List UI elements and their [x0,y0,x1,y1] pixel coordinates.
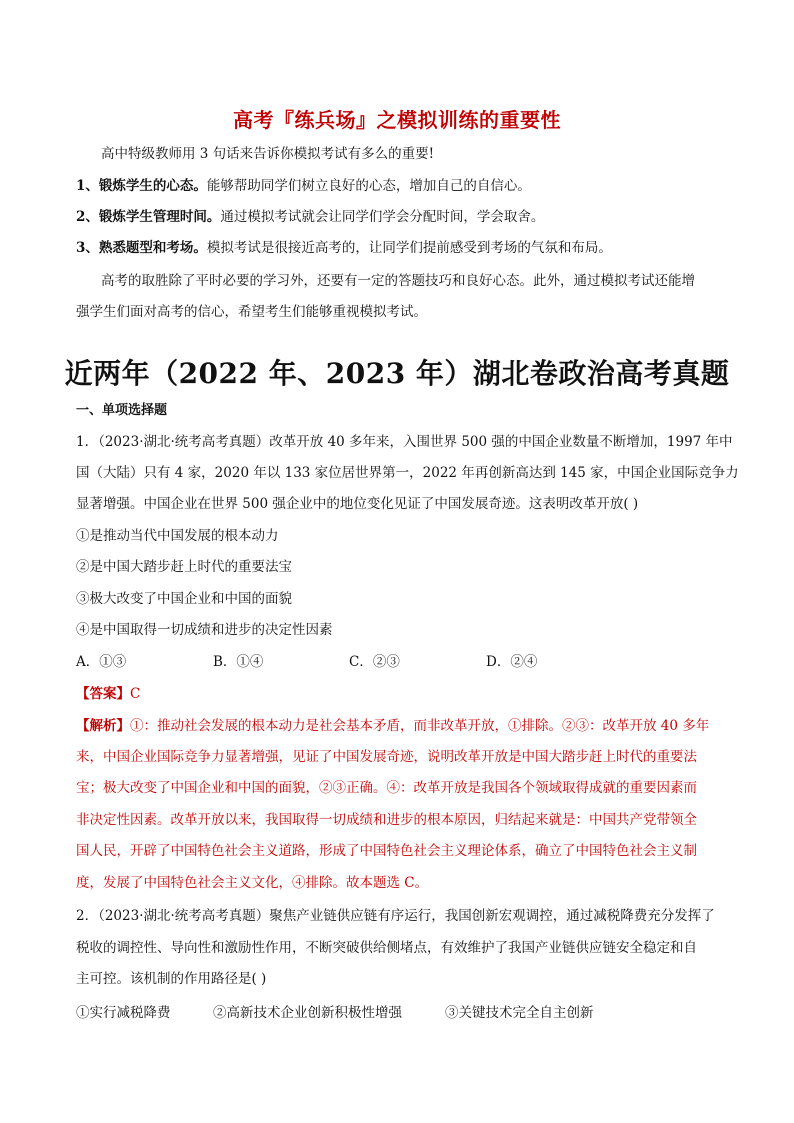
analysis-line: 宝；极大改变了中国企业和中国的面貌，②③正确。④：改革开放是我国各个领域取得成就的重要因素而 [76,780,697,796]
main-title: 近两年（2022 年、2023 年）湖北卷政治高考真题 [64,357,730,390]
option-c: C．②③ [349,654,400,670]
tip-number: 1、 [76,178,99,194]
statement-item: ①实行减税降费 [76,1005,171,1021]
section-heading: 一、单项选择题 [76,403,168,418]
analysis-line [76,716,726,736]
statement-item: ①是推动当代中国发展的根本动力 [76,528,279,544]
tip-text: 能够帮助同学们树立良好的心态，增加自己的自信心。 [206,178,531,194]
answer-line [76,684,140,704]
statement-item: ②是中国大踏步赶上时代的重要法宝 [76,559,292,575]
question-stem-line: 税收的调控性、导向性和激励性作用，不断突破供给侧堵点，有效维护了我国产业链供应链安全稳定和自 [76,940,697,956]
option-a: A．①③ [76,654,127,670]
tip-heading: 锻炼学生的心态。 [98,178,207,194]
statement-item: ③极大改变了中国企业和中国的面貌 [76,591,292,607]
question-stem-line: 国（大陆）只有 4 家，2020 年以 133 家位居世界第一，2022 年再创新高达到 145 家，中国企业国际竞争力 [76,465,739,481]
intro-closing-line: 高考的取胜除了平时必要的学习外，还要有一定的答题技巧和良好心态。此外，通过模拟考试还能增 [101,273,695,289]
answer-label: 【答案】 [76,686,130,702]
tip-heading: 锻炼学生管理时间。 [98,209,221,225]
analysis-line: 国人民，开辟了中国特色社会主义道路，形成了中国特色社会主义理论体系，确立了中国特色社会主义制 [76,843,697,859]
option-b: B．①④ [213,654,264,670]
option-d: D．②④ [486,654,538,670]
tip-item [76,238,726,258]
analysis-text: ①：推动社会发展的根本动力是社会基本矛盾，而非改革开放，①排除。②③：改革开放 40 多年 [130,718,710,734]
analysis-line: 非决定性因素。改革开放以来，我国取得一切成绩和进步的根本原因，归结起来就是：中国共产党带领全 [76,812,697,828]
question-stem-line: 显著增强。中国企业在世界 500 强企业中的地位变化见证了中国发展奇迹。这表明改革开放( ) [76,496,639,512]
tip-number: 3、 [76,240,99,256]
analysis-label: 【解析】 [76,718,130,734]
question-stem-line: 主可控。该机制的作用路径是( ) [76,971,267,987]
analysis-line: 度，发展了中国特色社会主义文化，④排除。故本题选 C。 [76,875,429,891]
tip-item [76,207,726,227]
question-stem-line: 1．（2023·湖北·统考高考真题）改革开放 40 多年来，入围世界 500 强的中国企业数量不断增加，1997 年中 [76,434,733,450]
tip-item [76,176,726,196]
tip-text: 通过模拟考试就会让同学们学会分配时间，学会取舍。 [220,209,545,225]
intro-lead: 高中特级教师用 3 句话来告诉你模拟考试有多么的重要! [101,146,435,162]
question-stem-line: 2．（2023·湖北·统考高考真题）聚焦产业链供应链有序运行，我国创新宏观调控，通过减税降费充分发挥了 [76,908,715,924]
tip-heading: 熟悉题型和考场。 [98,240,207,256]
statement-item: ④是中国取得一切成绩和进步的决定性因素 [76,622,333,638]
statement-item: ③关键技术完全自主创新 [445,1005,594,1021]
analysis-line: 来，中国企业国际竞争力显著增强，见证了中国发展奇迹，说明改革开放是中国大踏步赶上时代的重要法 [76,749,697,765]
tip-text: 模拟考试是很接近高考的，让同学们提前感受到考场的气氛和布局。 [206,240,612,256]
statement-item: ②高新技术企业创新积极性增强 [213,1005,402,1021]
tip-number: 2、 [76,209,99,225]
answer-value: C [130,686,141,702]
intro-title: 高考『练兵场』之模拟训练的重要性 [233,108,561,132]
intro-closing-line: 强学生们面对高考的信心，希望考生们能够重视模拟考试。 [76,304,427,320]
